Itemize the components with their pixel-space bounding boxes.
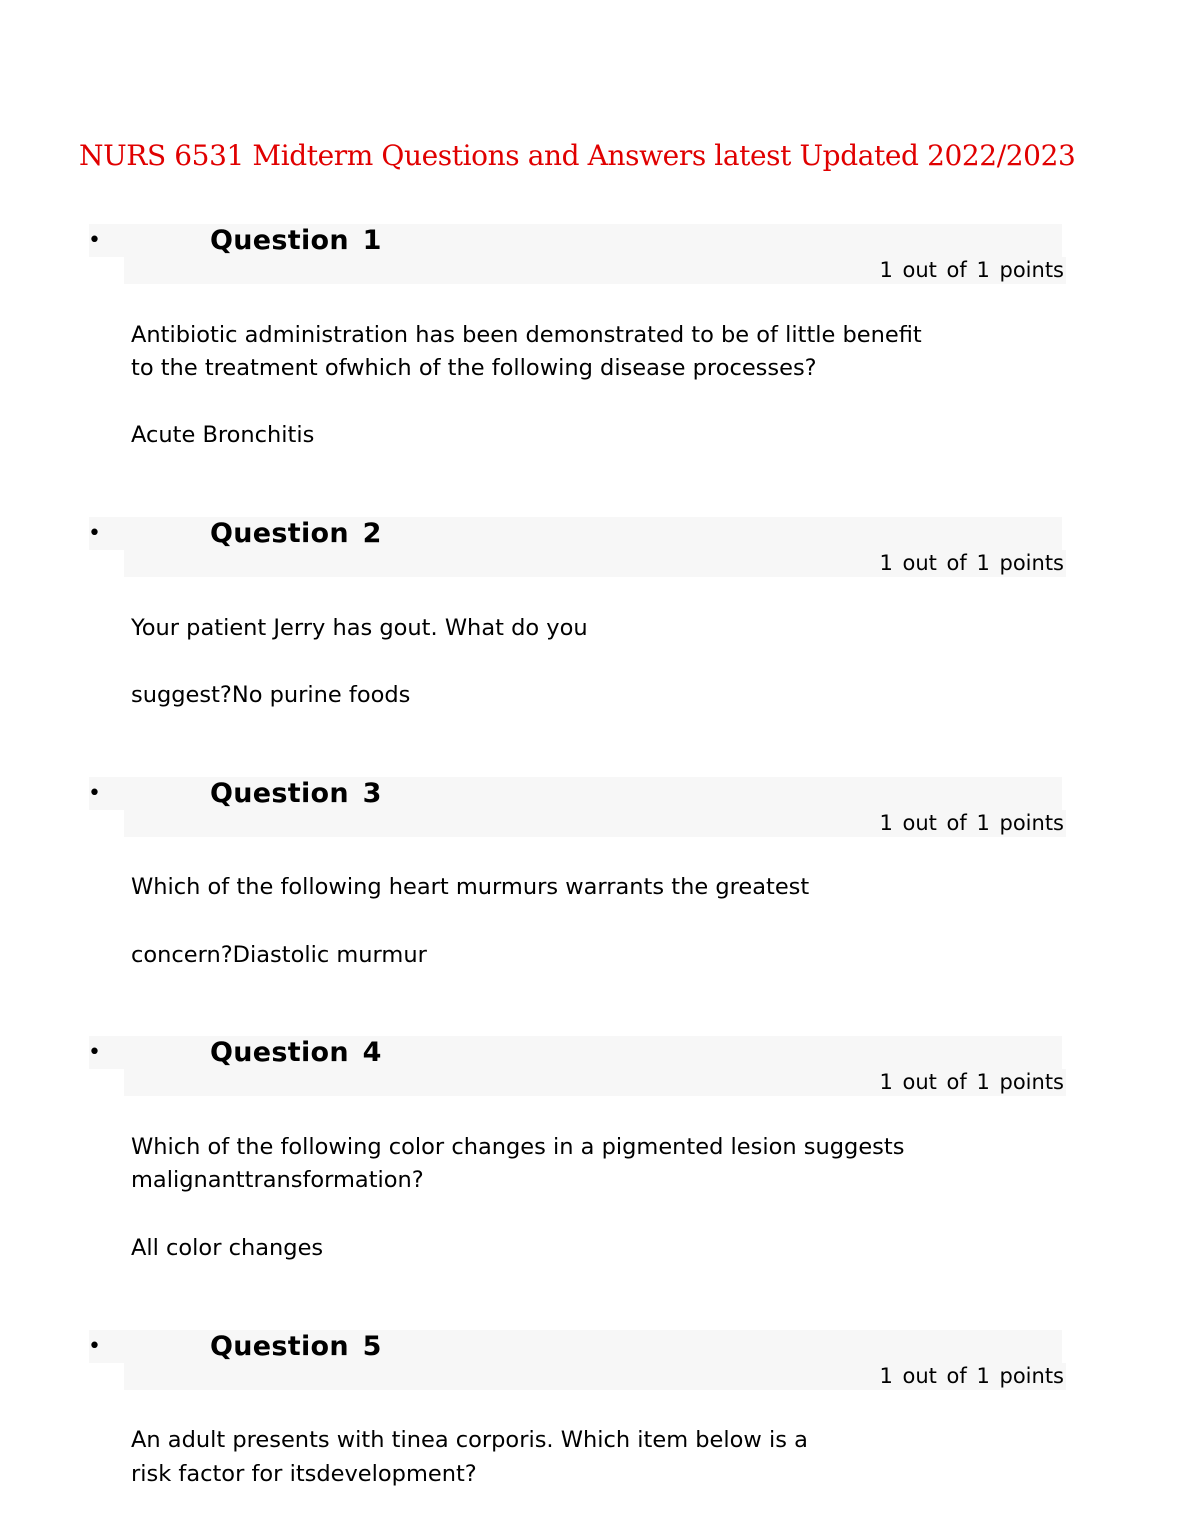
question-heading: Question 4: [210, 1037, 382, 1068]
question-points: 1 out of 1 points: [879, 551, 1064, 575]
bullet-marker: •: [88, 228, 101, 253]
question-text-line: Antibiotic administration has been demonstrated to be of little benefit: [131, 322, 922, 348]
bullet-marker: •: [88, 1040, 101, 1065]
question-heading: Question 5: [210, 1331, 382, 1362]
question-points: 1 out of 1 points: [879, 258, 1064, 282]
question-text-line: malignanttransformation?: [131, 1167, 424, 1193]
question-text-line: Your patient Jerry has gout. What do you: [131, 615, 588, 641]
answer-text: All color changes: [131, 1235, 324, 1261]
answer-text: suggest?No purine foods: [131, 682, 411, 708]
question-points: 1 out of 1 points: [879, 811, 1064, 835]
question-text-line: Which of the following heart murmurs warrants the greatest: [131, 874, 810, 900]
document-title: NURS 6531 Midterm Questions and Answers latest Updated 2022/2023: [79, 139, 1076, 172]
question-heading: Question 1: [210, 225, 382, 256]
answer-text: concern?Diastolic murmur: [131, 942, 427, 968]
question-heading: Question 3: [210, 778, 382, 809]
question-text-line: An adult presents with tinea corporis. Which item below is a: [131, 1427, 808, 1453]
bullet-marker: •: [88, 1334, 101, 1359]
question-text-line: to the treatment ofwhich of the following disease processes?: [131, 355, 817, 381]
question-points: 1 out of 1 points: [879, 1070, 1064, 1094]
question-text-line: Which of the following color changes in a pigmented lesion suggests: [131, 1134, 905, 1160]
answer-text: Acute Bronchitis: [131, 422, 315, 448]
bullet-marker: •: [88, 521, 101, 546]
question-points: 1 out of 1 points: [879, 1364, 1064, 1388]
question-text-line: risk factor for itsdevelopment?: [131, 1461, 477, 1487]
bullet-marker: •: [88, 781, 101, 806]
question-heading: Question 2: [210, 518, 382, 549]
